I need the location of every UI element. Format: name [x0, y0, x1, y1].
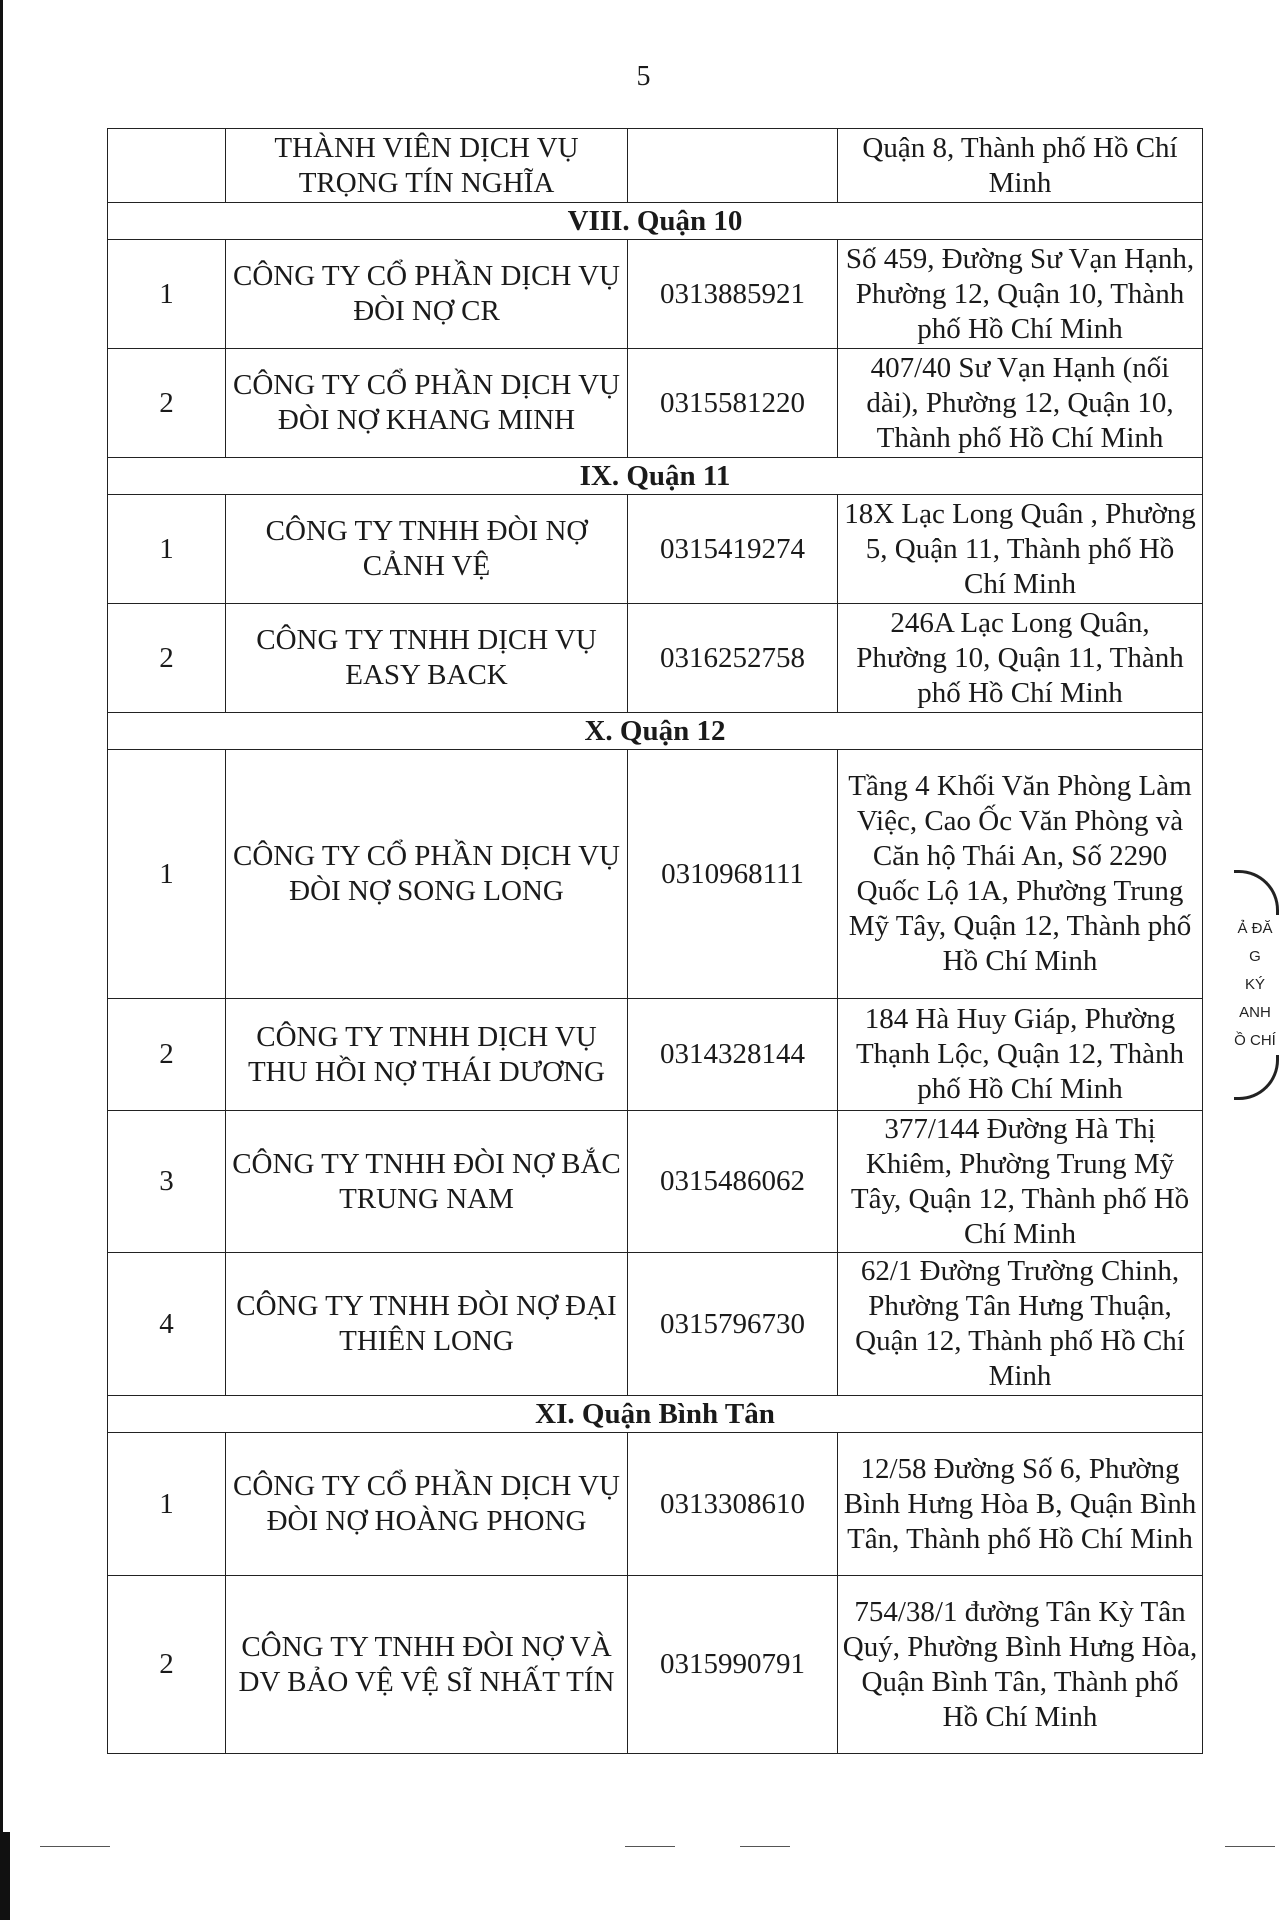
company-address: Quận 8, Thành phố Hồ Chí Minh: [838, 129, 1203, 203]
company-address: 754/38/1 đường Tân Kỳ Tân Quý, Phường Bình Hưng Hòa, Quận Bình Tân, Thành phố Hồ Chí Minh: [838, 1576, 1203, 1754]
section-header-row: [108, 1396, 1203, 1433]
company-address: 12/58 Đường Số 6, Phường Bình Hưng Hòa B, Quận Bình Tân, Thành phố Hồ Chí Minh: [838, 1433, 1203, 1576]
tax-code: 0315990791: [628, 1576, 838, 1754]
section-title: XI. Quận Bình Tân: [108, 1396, 1203, 1433]
section-header-row: [108, 713, 1203, 750]
seal-text-line: Ồ CHÍ: [1234, 1032, 1276, 1049]
table-row: [108, 349, 1203, 458]
company-name: CÔNG TY TNHH ĐÒI NỢ CẢNH VỆ: [226, 495, 628, 604]
section-header-row: [108, 458, 1203, 495]
table-row: [108, 1111, 1203, 1253]
company-name: CÔNG TY CỔ PHẦN DỊCH VỤ ĐÒI NỢ HOÀNG PHONG: [226, 1433, 628, 1576]
table-row: [108, 495, 1203, 604]
seal-text-line: Ả ĐĂ: [1237, 920, 1273, 937]
company-address: 62/1 Đường Trường Chinh, Phường Tân Hưng Thuận, Quận 12, Thành phố Hồ Chí Minh: [838, 1253, 1203, 1396]
row-number: 1: [108, 1433, 226, 1576]
table-row: [108, 750, 1203, 999]
company-name: CÔNG TY TNHH ĐÒI NỢ VÀ DV BẢO VỆ VỆ SĨ NHẤT TÍN: [226, 1576, 628, 1754]
table-row: [108, 1253, 1203, 1396]
tax-code: 0313885921: [628, 240, 838, 349]
company-name: CÔNG TY TNHH DỊCH VỤ EASY BACK: [226, 604, 628, 713]
row-number: [108, 129, 226, 203]
row-number: 1: [108, 750, 226, 999]
seal-text-line: G: [1249, 948, 1261, 965]
tax-code: 0313308610: [628, 1433, 838, 1576]
row-number: 4: [108, 1253, 226, 1396]
section-title: X. Quận 12: [108, 713, 1203, 750]
row-number: 3: [108, 1111, 226, 1253]
table-row: [108, 1433, 1203, 1576]
tax-code: 0315419274: [628, 495, 838, 604]
tax-code: 0310968111: [628, 750, 838, 999]
official-seal-fragment: [1226, 870, 1284, 1070]
seal-text-line: KÝ: [1244, 976, 1265, 993]
table-row: [108, 1576, 1203, 1754]
table-row: [108, 240, 1203, 349]
tax-code: 0315581220: [628, 349, 838, 458]
row-number: 2: [108, 1576, 226, 1754]
scan-artifact-line: [625, 1846, 675, 1847]
company-name: CÔNG TY CỔ PHẦN DỊCH VỤ ĐÒI NỢ CR: [226, 240, 628, 349]
row-number: 1: [108, 240, 226, 349]
company-name: CÔNG TY TNHH ĐÒI NỢ ĐẠI THIÊN LONG: [226, 1253, 628, 1396]
tax-code: 0314328144: [628, 999, 838, 1111]
scan-artifact-line: [1225, 1846, 1275, 1847]
company-address: 407/40 Sư Vạn Hạnh (nối dài), Phường 12, Quận 10, Thành phố Hồ Chí Minh: [838, 349, 1203, 458]
company-name: CÔNG TY CỔ PHẦN DỊCH VỤ ĐÒI NỢ SONG LONG: [226, 750, 628, 999]
company-address: Tầng 4 Khối Văn Phòng Làm Việc, Cao Ốc Văn Phòng và Căn hộ Thái An, Số 2290 Quốc Lộ 1A, Phường Trung Mỹ Tây, Quận 12, Thành phố Hồ Chí Minh: [838, 750, 1203, 999]
scan-edge-left: [0, 0, 3, 1920]
page-number: 5: [636, 61, 651, 92]
row-number: 2: [108, 604, 226, 713]
company-address: 246A Lạc Long Quân, Phường 10, Quận 11, Thành phố Hồ Chí Minh: [838, 604, 1203, 713]
row-number: 1: [108, 495, 226, 604]
seal-arc-top: [1234, 870, 1279, 915]
row-number: 2: [108, 349, 226, 458]
tax-code: 0315796730: [628, 1253, 838, 1396]
company-name: CÔNG TY TNHH DỊCH VỤ THU HỒI NỢ THÁI DƯƠNG: [226, 999, 628, 1111]
company-address: 377/144 Đường Hà Thị Khiêm, Phường Trung Mỹ Tây, Quận 12, Thành phố Hồ Chí Minh: [838, 1111, 1203, 1253]
company-address: 18X Lạc Long Quân , Phường 5, Quận 11, Thành phố Hồ Chí Minh: [838, 495, 1203, 604]
table-row: [108, 999, 1203, 1111]
section-title: VIII. Quận 10: [108, 203, 1203, 240]
seal-text-line: ANH: [1239, 1004, 1271, 1021]
tax-code: [628, 129, 838, 203]
company-name: CÔNG TY TNHH ĐÒI NỢ BẮC TRUNG NAM: [226, 1111, 628, 1253]
seal-text: [1226, 915, 1284, 1055]
company-table: [107, 128, 1203, 1754]
table-row: [108, 129, 1203, 203]
tax-code: 0316252758: [628, 604, 838, 713]
table-row: [108, 604, 1203, 713]
scan-artifact-line: [40, 1846, 110, 1847]
seal-arc-bottom: [1234, 1055, 1279, 1100]
company-address: 184 Hà Huy Giáp, Phường Thạnh Lộc, Quận 12, Thành phố Hồ Chí Minh: [838, 999, 1203, 1111]
tax-code: 0315486062: [628, 1111, 838, 1253]
company-table-body: [108, 129, 1203, 1754]
section-title: IX. Quận 11: [108, 458, 1203, 495]
company-name: CÔNG TY CỔ PHẦN DỊCH VỤ ĐÒI NỢ KHANG MINH: [226, 349, 628, 458]
section-header-row: [108, 203, 1203, 240]
row-number: 2: [108, 999, 226, 1111]
scan-artifact-line: [740, 1846, 790, 1847]
company-address: Số 459, Đường Sư Vạn Hạnh, Phường 12, Quận 10, Thành phố Hồ Chí Minh: [838, 240, 1203, 349]
scan-edge-left-bottom: [0, 1832, 10, 1920]
company-name: THÀNH VIÊN DỊCH VỤ TRỌNG TÍN NGHĨA: [226, 129, 628, 203]
